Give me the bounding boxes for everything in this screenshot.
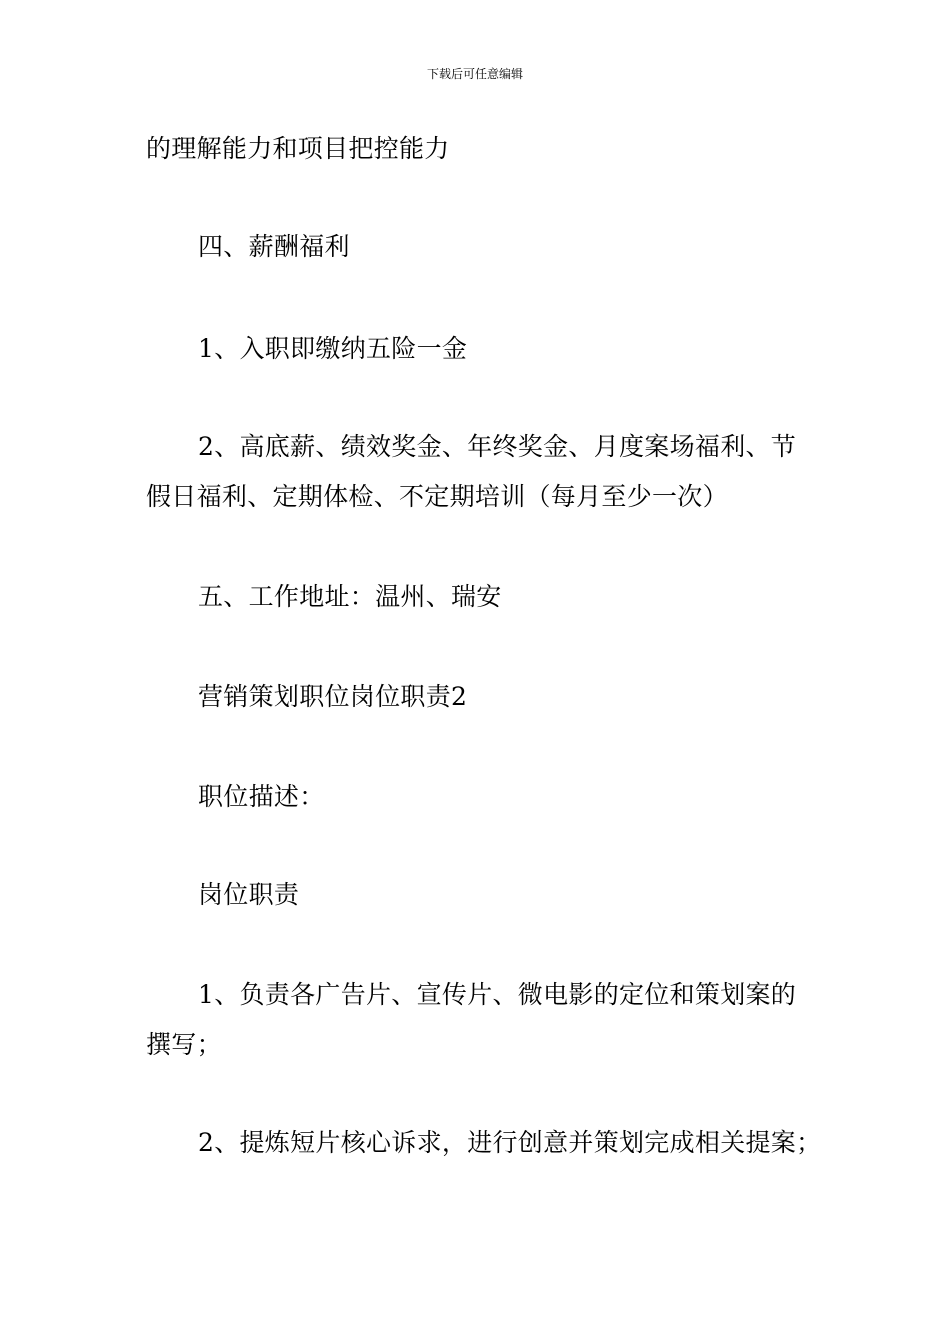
- list-item-benefit-1: 1、入职即缴纳五险一金: [198, 334, 468, 363]
- section-heading-location: 五、工作地址：温州、瑞安: [198, 582, 502, 611]
- job-description-label: 职位描述：: [198, 782, 325, 811]
- responsibility-item-2: 2、提炼短片核心诉求，进行创意并策划完成相关提案；: [198, 1128, 822, 1157]
- responsibility-item-1-line2: 撰写；: [146, 1030, 222, 1059]
- section-title-job-2: 营销策划职位岗位职责2: [198, 682, 468, 711]
- list-item-benefit-2-line1: 2、高底薪、绩效奖金、年终奖金、月度案场福利、节: [198, 432, 797, 461]
- responsibilities-heading: 岗位职责: [198, 880, 300, 909]
- list-item-benefit-2-line2: 假日福利、定期体检、不定期培训（每月至少一次）: [146, 482, 728, 511]
- page-header: 下载后可任意编辑: [426, 67, 523, 81]
- responsibility-item-1-line1: 1、负责各广告片、宣传片、微电影的定位和策划案的: [198, 980, 797, 1009]
- section-heading-compensation: 四、薪酬福利: [198, 232, 350, 261]
- paragraph-continuation: 的理解能力和项目把控能力: [146, 134, 450, 163]
